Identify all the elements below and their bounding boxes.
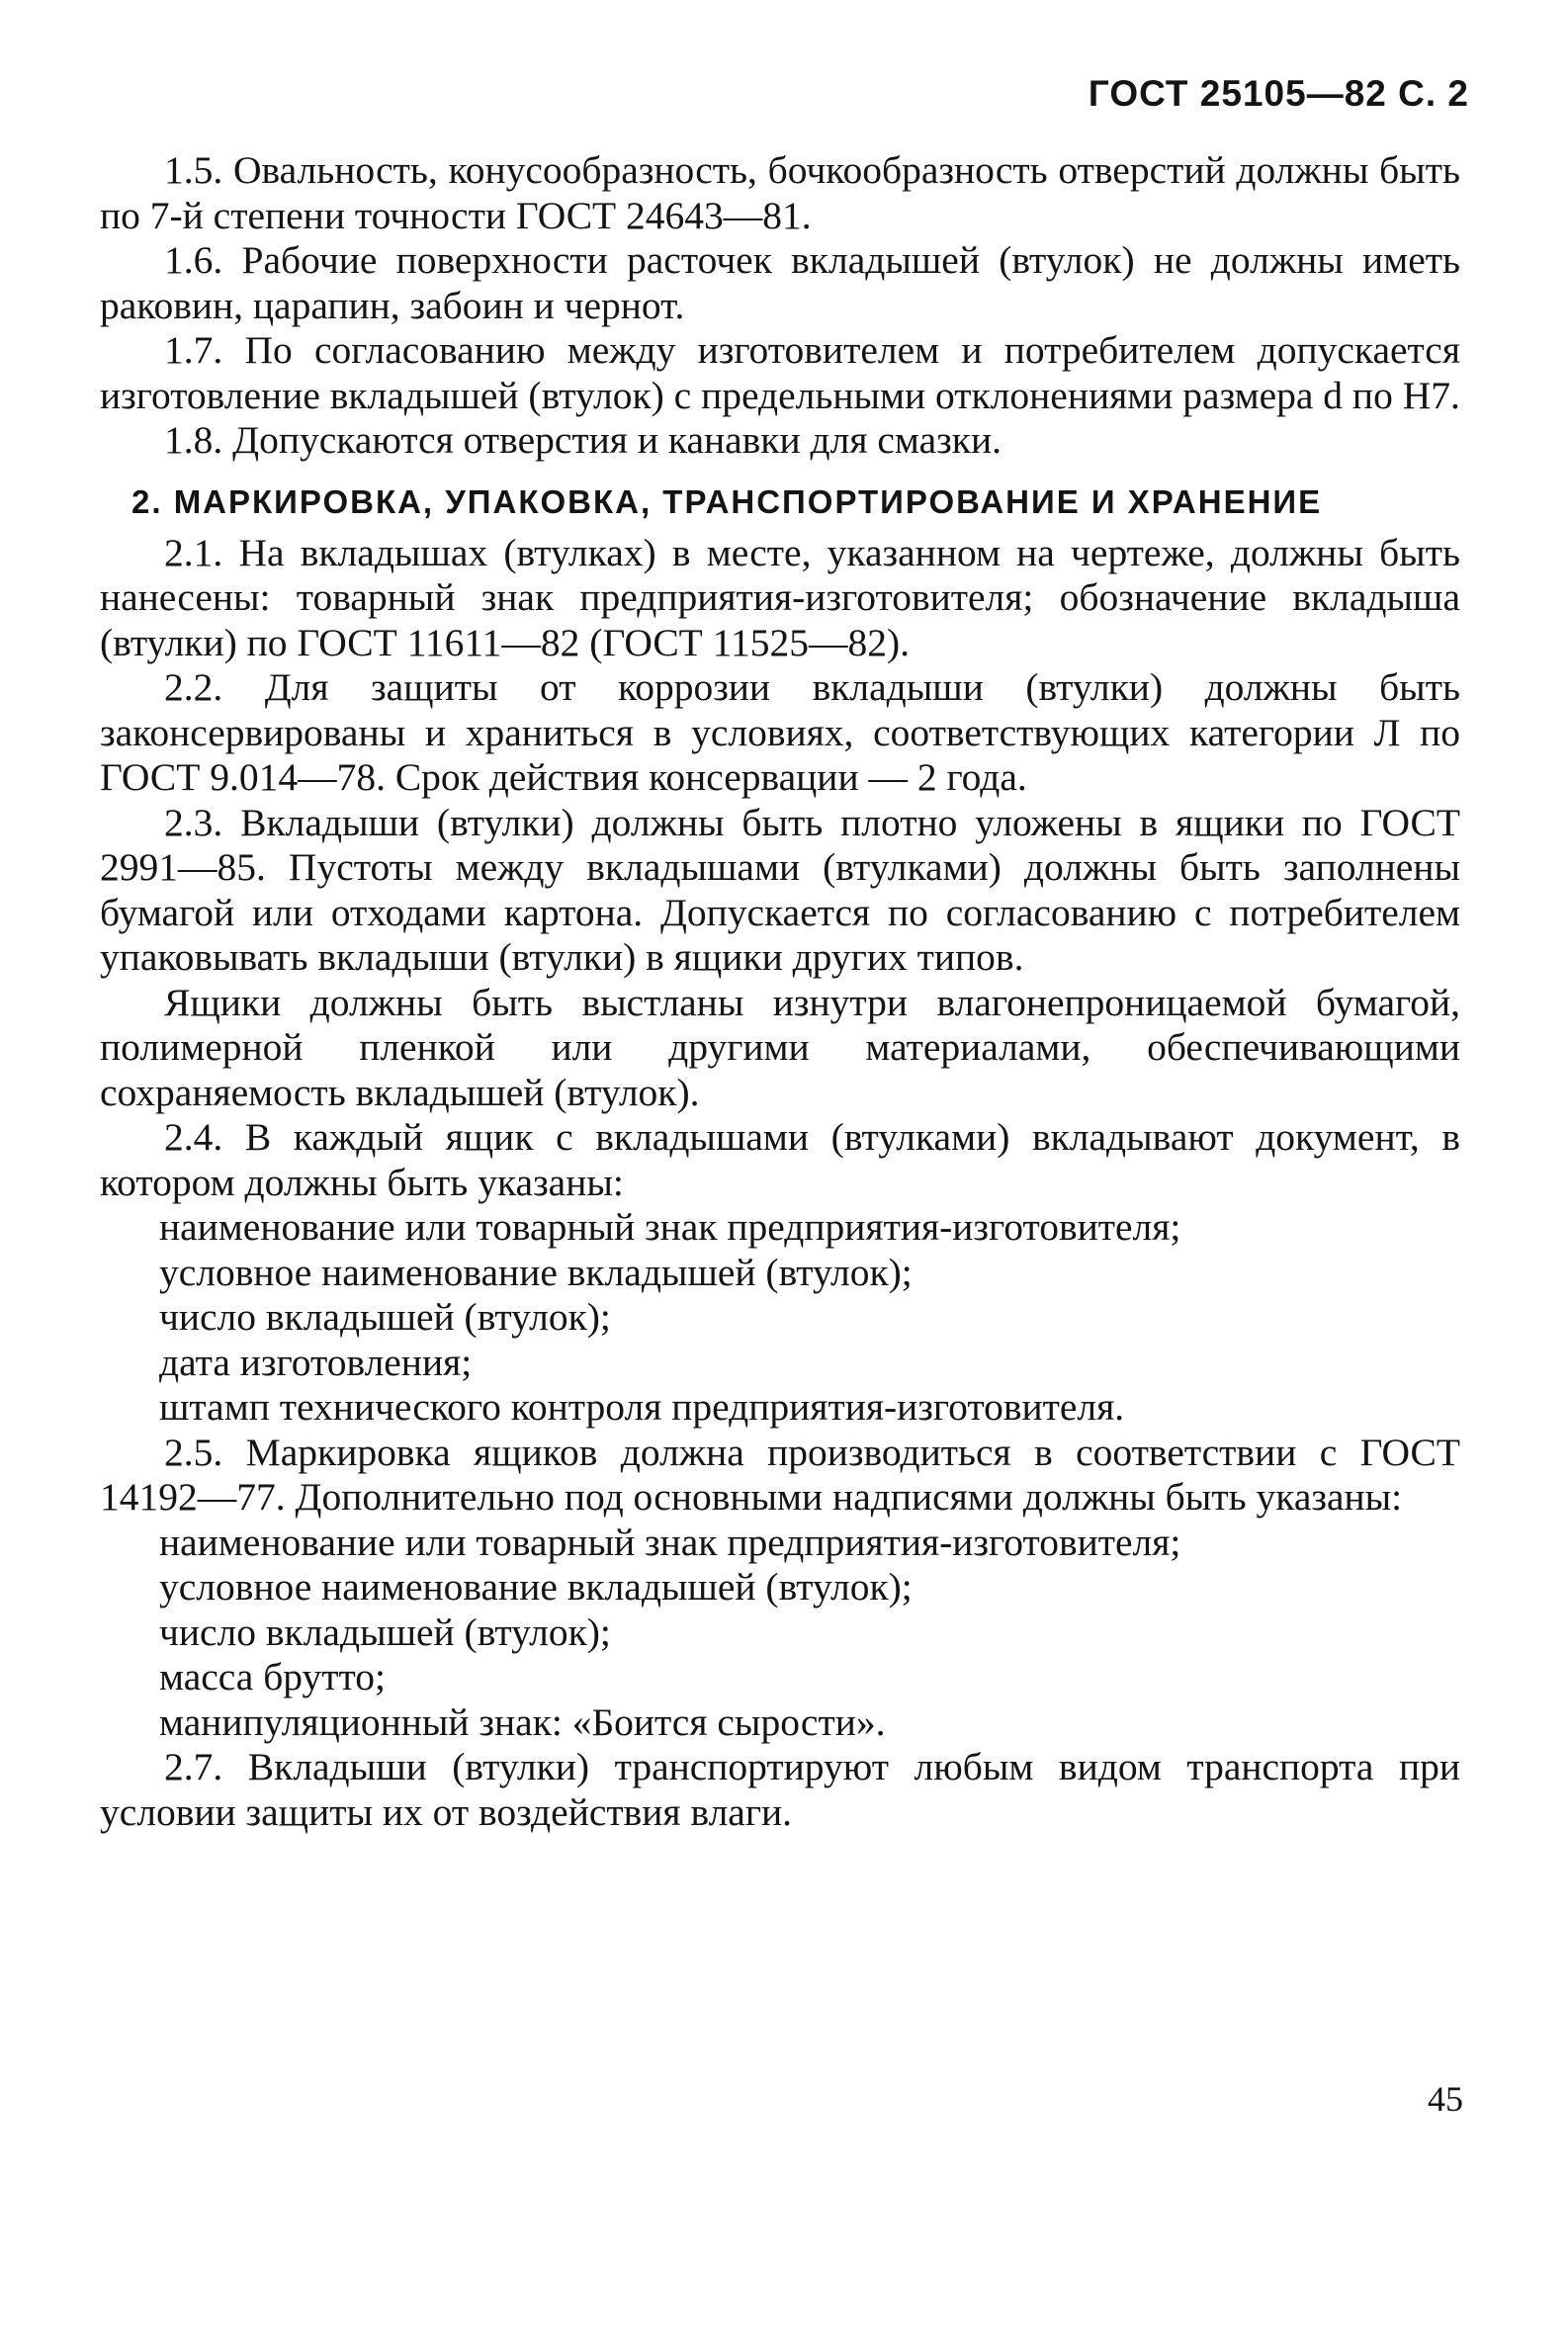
document-header: ГОСТ 25105—82 С. 2 [1088,73,1469,114]
paragraph-1-5: 1.5. Овальность, конусообразность, бочкообразность отверстий должны быть по 7-й степени точности ГОСТ 24643—81. [100,148,1460,237]
list-item: условное наименование вкладышей (втулок); [159,1565,913,1609]
page-number: 45 [1428,2079,1463,2119]
document-body [100,148,1460,1835]
paragraph-1-8: 1.8. Допускаются отверстия и канавки для смазки. [164,418,1002,462]
section-2-heading: 2. МАРКИРОВКА, УПАКОВКА, ТРАНСПОРТИРОВАНИЕ И ХРАНЕНИЕ [131,482,1323,520]
list-item: дата изготовления; [159,1340,473,1384]
list-2-5 [100,1521,1460,1746]
paragraph-2-2: 2.2. Для защиты от коррозии вкладыши (втулки) должны быть законсервированы и храниться в условиях, соответствующих категории Л по ГОСТ 9.014—78. Срок действия консервации — 2 года. [100,665,1460,799]
list-item: условное наименование вкладышей (втулок); [159,1250,913,1294]
list-item: штамп технического контроля предприятия-изготовителя. [159,1385,1125,1429]
paragraph-2-5: 2.5. Маркировка ящиков должна производиться в соответствии с ГОСТ 14192—77. Дополнительно под основными надписями должны быть указаны: [100,1430,1460,1519]
paragraph-1-7: 1.7. По согласованию между изготовителем и потребителем допускается изготовление вкладышей (втулок) с предельными отклонениями размера d по H7. [100,328,1460,417]
list-item: число вкладышей (втулок); [159,1610,611,1654]
list-item: наименование или товарный знак предприятия-изготовителя; [159,1205,1181,1249]
list-item: масса брутто; [159,1655,387,1698]
paragraph-2-4: 2.4. В каждый ящик с вкладышами (втулками) вкладывают документ, в котором должны быть указаны: [100,1115,1460,1204]
list-2-4 [100,1205,1460,1431]
paragraph-2-7: 2.7. Вкладыши (втулки) транспортируют любым видом транспорта при условии защиты их от воздействия влаги. [100,1745,1460,1834]
paragraph-2-3: 2.3. Вкладыши (втулки) должны быть плотно уложены в ящики по ГОСТ 2991—85. Пустоты между вкладышами (втулками) должны быть заполнены бумагой или отходами картона. Допускается по согласованию с потребителем упаковывать вкладыши (втулки) в ящики других типов. [100,800,1460,979]
paragraph-2-3-continued: Ящики должны быть выстланы изнутри влагонепроницаемой бумагой, полимерной пленкой или другими материалами, обеспечивающими сохраняемость вкладышей (втулок). [100,980,1460,1114]
list-item: наименование или товарный знак предприятия-изготовителя; [159,1520,1181,1564]
paragraph-1-6: 1.6. Рабочие поверхности расточек вкладышей (втулок) не должны иметь раковин, царапин, забоин и чернот. [100,238,1460,327]
paragraph-2-1: 2.1. На вкладышах (втулках) в месте, указанном на чертеже, должны быть нанесены: товарный знак предприятия-изготовителя; обозначение вкладыша (втулки) по ГОСТ 11611—82 (ГОСТ 11525—82). [100,530,1460,664]
list-item: манипуляционный знак: «Боится сырости». [159,1699,886,1744]
list-item: число вкладышей (втулок); [159,1295,611,1339]
